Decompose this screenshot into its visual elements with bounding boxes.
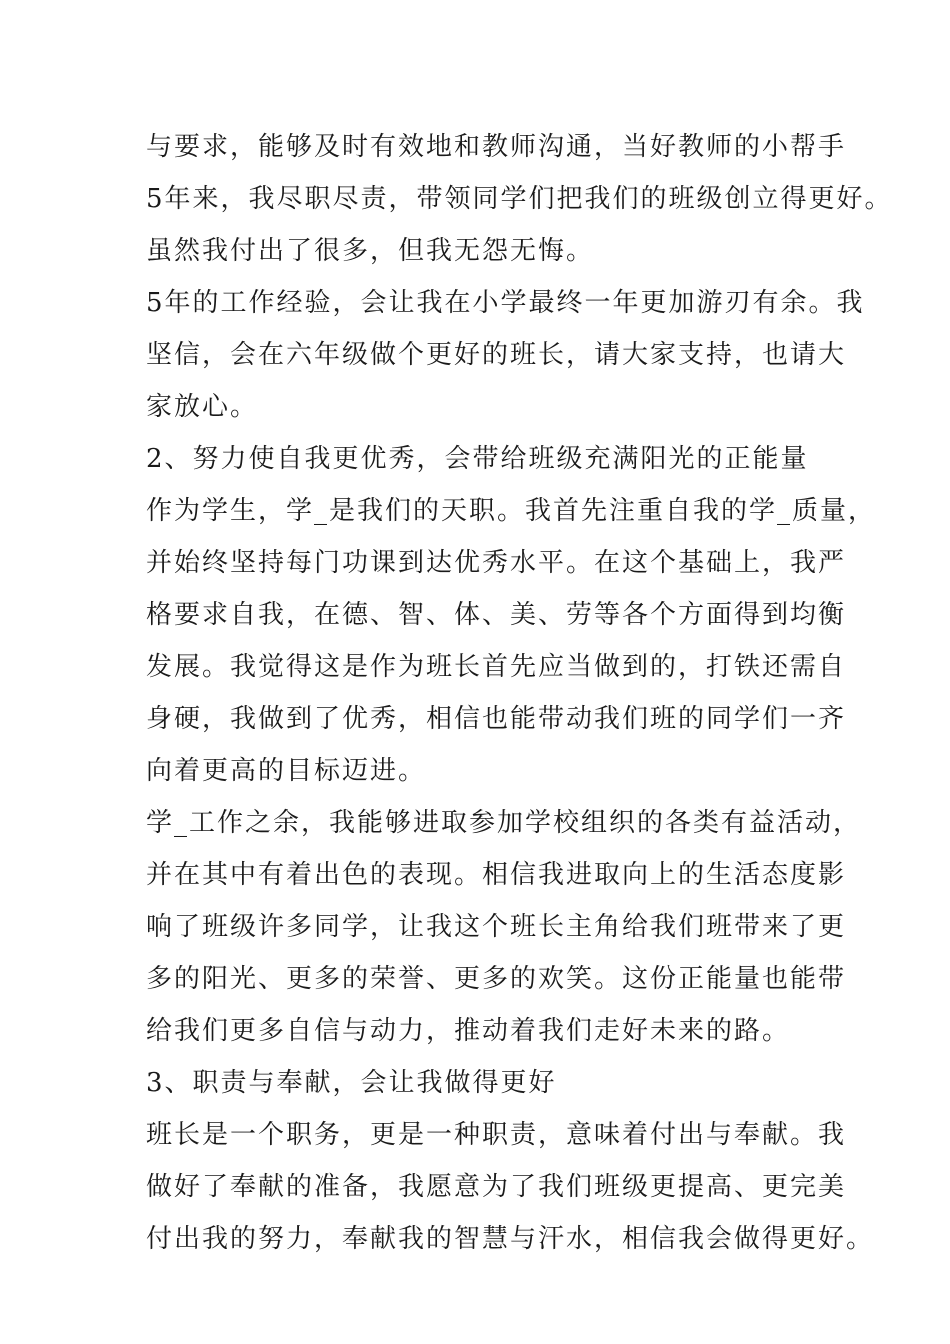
text-line: 与要求，能够及时有效地和教师沟通，当好教师的小帮手 (146, 132, 847, 162)
text-line: 付出我的努力，奉献我的智慧与汗水，相信我会做得更好。 (146, 1224, 875, 1254)
text-line: 5年的工作经验，会让我在小学最终一年更加游刃有余。我 (146, 288, 865, 318)
section-heading: 2、努力使自我更优秀，会带给班级充满阳光的正能量 (146, 444, 809, 474)
text-line: 班长是一个职务，更是一种职责，意味着付出与奉献。我 (146, 1120, 847, 1150)
text-line: 身硬，我做到了优秀，相信也能带动我们班的同学们一齐 (146, 704, 847, 734)
text-line: 响了班级许多同学，让我这个班长主角给我们班带来了更 (146, 912, 847, 942)
section-heading: 3、职责与奉献，会让我做得更好 (146, 1068, 557, 1098)
text-line: 多的阳光、更多的荣誉、更多的欢笑。这份正能量也能带 (146, 964, 847, 994)
text-line: 向着更高的目标迈进。 (146, 756, 427, 786)
document-body (146, 127, 893, 1271)
text-line: 作为学生，学_是我们的天职。我首先注重自我的学_质量， (146, 496, 877, 526)
text-line: 并始终坚持每门功课到达优秀水平。在这个基础上，我严 (146, 548, 847, 578)
text-line: 虽然我付出了很多，但我无怨无悔。 (146, 236, 595, 266)
text-line: 学_工作之余，我能够进取参加学校组织的各类有益活动， (146, 808, 862, 838)
text-line: 并在其中有着出色的表现。相信我进取向上的生活态度影 (146, 860, 847, 890)
text-line: 做好了奉献的准备，我愿意为了我们班级更提高、更完美 (146, 1172, 847, 1202)
text-line: 家放心。 (146, 392, 259, 422)
text-line: 坚信，会在六年级做个更好的班长，请大家支持，也请大 (146, 340, 847, 370)
text-line: 格要求自我，在德、智、体、美、劳等各个方面得到均衡 (146, 600, 847, 630)
text-line: 5年来，我尽职尽责，带领同学们把我们的班级创立得更好。 (146, 184, 893, 214)
text-line: 发展。我觉得这是作为班长首先应当做到的，打铁还需自 (146, 652, 847, 682)
text-line: 给我们更多自信与动力，推动着我们走好未来的路。 (146, 1016, 791, 1046)
